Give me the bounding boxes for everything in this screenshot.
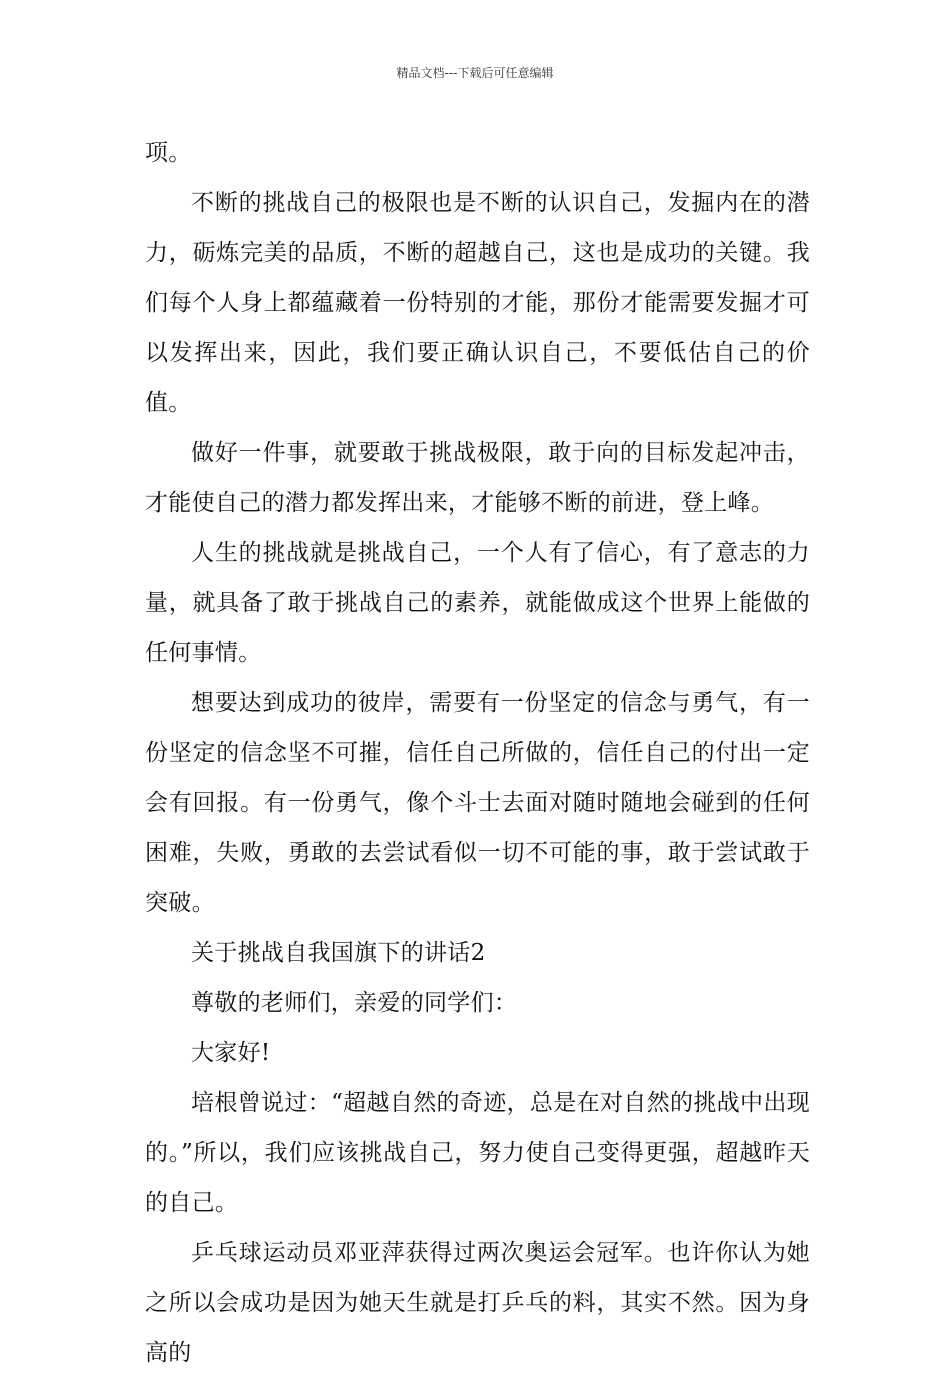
- document-body: [145, 128, 810, 1378]
- salutation: 尊敬的老师们，亲爱的同学们：: [191, 990, 518, 1016]
- paragraph-4: 人生的挑战就是挑战自己，一个人有了信心，有了意志的力量，就具备了敢于挑战自己的素养，就能做成这个世界上能做的任何事情。: [145, 540, 810, 666]
- paragraph-5: 想要达到成功的彼岸，需要有一份坚定的信念与勇气，有一份坚定的信念坚不可摧，信任自己所做的，信任自己的付出一定会有回报。有一份勇气，像个斗士去面对随时随地会碰到的任何困难，失败，勇敢的去尝试看似一切不可能的事，敢于尝试敢于突破。: [145, 690, 810, 916]
- paragraph-1: 项。: [145, 140, 192, 166]
- paragraph-2: 不断的挑战自己的极限也是不断的认识自己，发掘内在的潜力，砺炼完美的品质，不断的超越自己，这也是成功的关键。我们每个人身上都蕴藏着一份特别的才能，那份才能需要发掘才可以发挥出来，因此，我们要正确认识自己，不要低估自己的价值。: [145, 190, 810, 416]
- paragraph-10: 乒乓球运动员邓亚萍获得过两次奥运会冠军。也许你认为她之所以会成功是因为她天生就是打乒乓的料，其实不然。因为身高的: [145, 1240, 810, 1366]
- greeting: 大家好!: [191, 1040, 271, 1066]
- section-title: 关于挑战自我国旗下的讲话2: [191, 940, 486, 966]
- paragraph-3: 做好一件事，就要敢于挑战极限，敢于向的目标发起冲击，才能使自己的潜力都发挥出来，才能够不断的前进，登上峰。: [145, 440, 810, 516]
- paragraph-9: 培根曾说过：“超越自然的奇迹，总是在对自然的挑战中出现的。”所以，我们应该挑战自己，努力使自己变得更强，超越昨天的自己。: [145, 1090, 810, 1216]
- page-header: 精品文档---下载后可任意编辑: [396, 66, 554, 80]
